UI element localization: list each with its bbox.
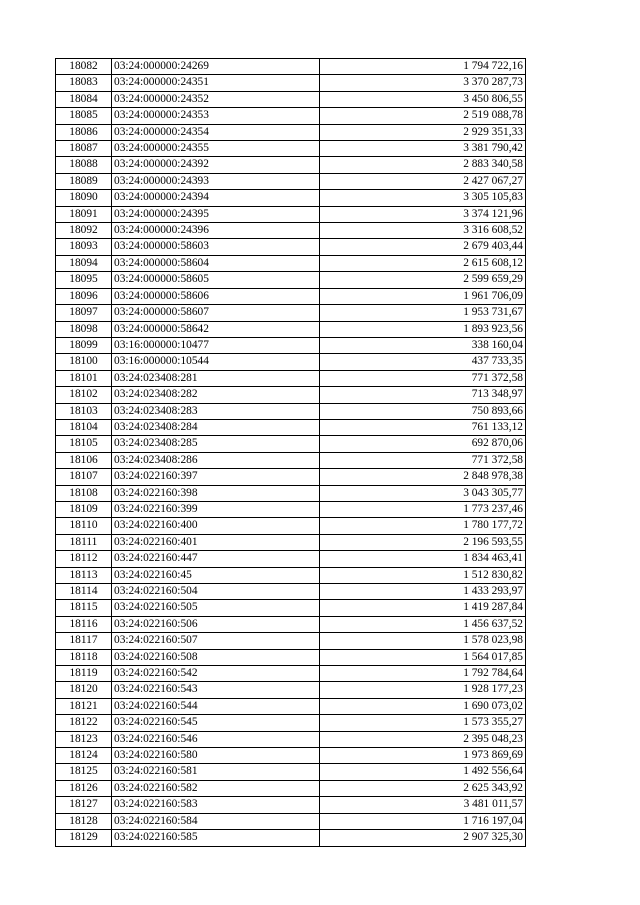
table-row — [56, 534, 526, 550]
cadastral-value-cell: 761 133,12 — [320, 419, 526, 435]
cadastral-number-cell: 03:24:022160:45 — [112, 567, 320, 583]
row-number-cell: 18107 — [56, 469, 112, 485]
row-number-cell: 18118 — [56, 649, 112, 665]
row-number-cell: 18120 — [56, 682, 112, 698]
table-row — [56, 337, 526, 353]
table-row — [56, 616, 526, 632]
cadastral-value-cell: 1 780 177,72 — [320, 518, 526, 534]
cadastral-value-cell: 1 953 731,67 — [320, 305, 526, 321]
table-row — [56, 255, 526, 271]
cadastral-number-cell: 03:24:000000:24352 — [112, 91, 320, 107]
cadastral-number-cell: 03:24:022160:397 — [112, 469, 320, 485]
table-row — [56, 419, 526, 435]
table-row — [56, 633, 526, 649]
table-row — [56, 387, 526, 403]
table-row — [56, 305, 526, 321]
row-number-cell: 18103 — [56, 403, 112, 419]
cadastral-value-cell: 1 512 830,82 — [320, 567, 526, 583]
cadastral-number-cell: 03:24:022160:508 — [112, 649, 320, 665]
cadastral-value-cell: 2 599 659,29 — [320, 272, 526, 288]
row-number-cell: 18110 — [56, 518, 112, 534]
table-row — [56, 469, 526, 485]
table-row — [56, 715, 526, 731]
cadastral-value-cell: 771 372,58 — [320, 452, 526, 468]
cadastral-value-cell: 3 043 305,77 — [320, 485, 526, 501]
table-row — [56, 124, 526, 140]
cadastral-value-cell: 2 196 593,55 — [320, 534, 526, 550]
row-number-cell: 18127 — [56, 797, 112, 813]
cadastral-value-cell: 1 573 355,27 — [320, 715, 526, 731]
cadastral-number-cell: 03:24:000000:58605 — [112, 272, 320, 288]
cadastral-value-cell: 3 481 011,57 — [320, 797, 526, 813]
cadastral-number-cell: 03:24:022160:505 — [112, 600, 320, 616]
cadastral-value-cell: 1 716 197,04 — [320, 813, 526, 829]
table-body — [56, 59, 526, 847]
row-number-cell: 18113 — [56, 567, 112, 583]
cadastral-value-cell: 338 160,04 — [320, 337, 526, 353]
table-row — [56, 452, 526, 468]
row-number-cell: 18101 — [56, 370, 112, 386]
cadastral-number-cell: 03:24:022160:401 — [112, 534, 320, 550]
table-row — [56, 370, 526, 386]
cadastral-value-cell: 1 456 637,52 — [320, 616, 526, 632]
row-number-cell: 18129 — [56, 830, 112, 846]
cadastral-value-cell: 3 305 105,83 — [320, 190, 526, 206]
table-row — [56, 649, 526, 665]
row-number-cell: 18099 — [56, 337, 112, 353]
cadastral-number-cell: 03:24:000000:58607 — [112, 305, 320, 321]
row-number-cell: 18115 — [56, 600, 112, 616]
cadastral-number-cell: 03:24:000000:24351 — [112, 75, 320, 91]
cadastral-number-cell: 03:24:000000:58604 — [112, 255, 320, 271]
cadastral-value-cell: 2 615 608,12 — [320, 255, 526, 271]
cadastral-value-cell: 3 374 121,96 — [320, 206, 526, 222]
cadastral-number-cell: 03:24:000000:24354 — [112, 124, 320, 140]
cadastral-number-cell: 03:24:022160:546 — [112, 731, 320, 747]
row-number-cell: 18114 — [56, 584, 112, 600]
cadastral-value-cell: 1 492 556,64 — [320, 764, 526, 780]
row-number-cell: 18121 — [56, 698, 112, 714]
cadastral-value-cell: 437 733,35 — [320, 354, 526, 370]
table-row — [56, 501, 526, 517]
cadastral-number-cell: 03:24:000000:24393 — [112, 173, 320, 189]
cadastral-number-cell: 03:24:023408:284 — [112, 419, 320, 435]
cadastral-value-cell: 1 834 463,41 — [320, 551, 526, 567]
row-number-cell: 18124 — [56, 748, 112, 764]
cadastral-value-cell: 692 870,06 — [320, 436, 526, 452]
cadastral-value-cell: 771 372,58 — [320, 370, 526, 386]
table-row — [56, 485, 526, 501]
row-number-cell: 18096 — [56, 288, 112, 304]
cadastral-number-cell: 03:24:023408:285 — [112, 436, 320, 452]
row-number-cell: 18092 — [56, 223, 112, 239]
row-number-cell: 18122 — [56, 715, 112, 731]
row-number-cell: 18100 — [56, 354, 112, 370]
cadastral-number-cell: 03:24:022160:581 — [112, 764, 320, 780]
cadastral-number-cell: 03:24:023408:286 — [112, 452, 320, 468]
row-number-cell: 18097 — [56, 305, 112, 321]
row-number-cell: 18117 — [56, 633, 112, 649]
row-number-cell: 18085 — [56, 108, 112, 124]
cadastral-number-cell: 03:24:000000:58642 — [112, 321, 320, 337]
table-row — [56, 797, 526, 813]
row-number-cell: 18089 — [56, 173, 112, 189]
row-number-cell: 18125 — [56, 764, 112, 780]
row-number-cell: 18093 — [56, 239, 112, 255]
cadastral-value-cell: 2 427 067,27 — [320, 173, 526, 189]
cadastral-number-cell: 03:24:022160:506 — [112, 616, 320, 632]
cadastral-value-cell: 3 450 806,55 — [320, 91, 526, 107]
row-number-cell: 18082 — [56, 59, 112, 75]
cadastral-number-cell: 03:24:000000:24269 — [112, 59, 320, 75]
table-row — [56, 682, 526, 698]
table-row — [56, 551, 526, 567]
table-row — [56, 108, 526, 124]
cadastral-number-cell: 03:24:022160:583 — [112, 797, 320, 813]
row-number-cell: 18095 — [56, 272, 112, 288]
row-number-cell: 18123 — [56, 731, 112, 747]
row-number-cell: 18105 — [56, 436, 112, 452]
table-row — [56, 157, 526, 173]
table-row — [56, 59, 526, 75]
table-row — [56, 764, 526, 780]
cadastral-number-cell: 03:24:000000:58603 — [112, 239, 320, 255]
cadastral-value-cell: 713 348,97 — [320, 387, 526, 403]
cadastral-number-cell: 03:24:022160:507 — [112, 633, 320, 649]
cadastral-value-cell: 2 395 048,23 — [320, 731, 526, 747]
cadastral-number-cell: 03:24:000000:24396 — [112, 223, 320, 239]
cadastral-number-cell: 03:24:022160:399 — [112, 501, 320, 517]
table-row — [56, 731, 526, 747]
cadastral-number-cell: 03:24:000000:24395 — [112, 206, 320, 222]
cadastral-value-cell: 2 848 978,38 — [320, 469, 526, 485]
table-row — [56, 354, 526, 370]
cadastral-value-cell: 2 883 340,58 — [320, 157, 526, 173]
cadastral-value-cell: 1 961 706,09 — [320, 288, 526, 304]
cadastral-number-cell: 03:24:023408:283 — [112, 403, 320, 419]
row-number-cell: 18087 — [56, 141, 112, 157]
cadastral-value-cell: 1 893 923,56 — [320, 321, 526, 337]
cadastral-number-cell: 03:24:022160:580 — [112, 748, 320, 764]
row-number-cell: 18112 — [56, 551, 112, 567]
cadastral-value-cell: 1 794 722,16 — [320, 59, 526, 75]
cadastral-value-cell: 1 433 293,97 — [320, 584, 526, 600]
cadastral-number-cell: 03:16:000000:10477 — [112, 337, 320, 353]
table-row — [56, 666, 526, 682]
row-number-cell: 18116 — [56, 616, 112, 632]
cadastral-value-cell: 2 625 343,92 — [320, 780, 526, 796]
row-number-cell: 18109 — [56, 501, 112, 517]
cadastral-number-cell: 03:24:022160:398 — [112, 485, 320, 501]
cadastral-value-cell: 3 316 608,52 — [320, 223, 526, 239]
row-number-cell: 18086 — [56, 124, 112, 140]
cadastral-number-cell: 03:24:022160:400 — [112, 518, 320, 534]
table-row — [56, 584, 526, 600]
cadastral-number-cell: 03:24:022160:543 — [112, 682, 320, 698]
table-row — [56, 141, 526, 157]
cadastral-number-cell: 03:24:000000:58606 — [112, 288, 320, 304]
cadastral-number-cell: 03:24:000000:24355 — [112, 141, 320, 157]
cadastral-value-cell: 2 519 088,78 — [320, 108, 526, 124]
row-number-cell: 18119 — [56, 666, 112, 682]
cadastral-value-cell: 1 419 287,84 — [320, 600, 526, 616]
row-number-cell: 18083 — [56, 75, 112, 91]
cadastral-value-cell: 3 381 790,42 — [320, 141, 526, 157]
cadastral-number-cell: 03:24:000000:24392 — [112, 157, 320, 173]
row-number-cell: 18128 — [56, 813, 112, 829]
cadastral-number-cell: 03:24:022160:582 — [112, 780, 320, 796]
cadastral-value-cell: 1 564 017,85 — [320, 649, 526, 665]
cadastral-number-cell: 03:24:000000:24394 — [112, 190, 320, 206]
table-row — [56, 518, 526, 534]
table-row — [56, 698, 526, 714]
cadastral-value-cell: 750 893,66 — [320, 403, 526, 419]
table-row — [56, 288, 526, 304]
cadastral-value-cell: 2 929 351,33 — [320, 124, 526, 140]
cadastral-value-cell: 1 928 177,23 — [320, 682, 526, 698]
row-number-cell: 18102 — [56, 387, 112, 403]
cadastral-value-cell: 2 679 403,44 — [320, 239, 526, 255]
cadastral-number-cell: 03:24:022160:545 — [112, 715, 320, 731]
cadastral-number-cell: 03:24:022160:584 — [112, 813, 320, 829]
row-number-cell: 18126 — [56, 780, 112, 796]
table-row — [56, 567, 526, 583]
cadastral-value-cell: 1 690 073,02 — [320, 698, 526, 714]
row-number-cell: 18090 — [56, 190, 112, 206]
cadastral-number-cell: 03:24:022160:447 — [112, 551, 320, 567]
table-row — [56, 272, 526, 288]
cadastral-number-cell: 03:16:000000:10544 — [112, 354, 320, 370]
table-row — [56, 239, 526, 255]
table-row — [56, 91, 526, 107]
cadastral-value-cell: 2 907 325,30 — [320, 830, 526, 846]
table-row — [56, 403, 526, 419]
row-number-cell: 18084 — [56, 91, 112, 107]
row-number-cell: 18088 — [56, 157, 112, 173]
table-row — [56, 223, 526, 239]
cadastral-value-cell: 1 973 869,69 — [320, 748, 526, 764]
table-row — [56, 780, 526, 796]
cadastral-value-cell: 1 773 237,46 — [320, 501, 526, 517]
row-number-cell: 18111 — [56, 534, 112, 550]
table-row — [56, 600, 526, 616]
row-number-cell: 18094 — [56, 255, 112, 271]
row-number-cell: 18098 — [56, 321, 112, 337]
table-row — [56, 830, 526, 846]
row-number-cell: 18091 — [56, 206, 112, 222]
cadastral-number-cell: 03:24:022160:585 — [112, 830, 320, 846]
cadastral-value-table — [55, 58, 526, 847]
cadastral-number-cell: 03:24:023408:282 — [112, 387, 320, 403]
table-row — [56, 75, 526, 91]
table-row — [56, 748, 526, 764]
row-number-cell: 18106 — [56, 452, 112, 468]
cadastral-number-cell: 03:24:022160:504 — [112, 584, 320, 600]
cadastral-value-cell: 1 792 784,64 — [320, 666, 526, 682]
table-row — [56, 190, 526, 206]
table-row — [56, 206, 526, 222]
cadastral-number-cell: 03:24:000000:24353 — [112, 108, 320, 124]
cadastral-number-cell: 03:24:022160:542 — [112, 666, 320, 682]
table-row — [56, 436, 526, 452]
table-row — [56, 321, 526, 337]
row-number-cell: 18108 — [56, 485, 112, 501]
table-row — [56, 173, 526, 189]
table-row — [56, 813, 526, 829]
cadastral-value-cell: 1 578 023,98 — [320, 633, 526, 649]
cadastral-number-cell: 03:24:023408:281 — [112, 370, 320, 386]
row-number-cell: 18104 — [56, 419, 112, 435]
cadastral-value-cell: 3 370 287,73 — [320, 75, 526, 91]
cadastral-number-cell: 03:24:022160:544 — [112, 698, 320, 714]
